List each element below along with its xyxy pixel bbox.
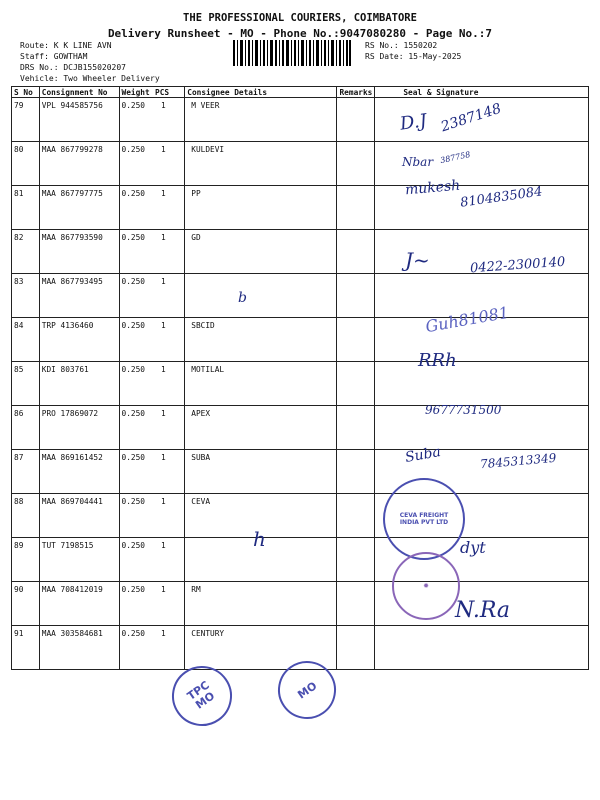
consignment-cell: MAA 867799278 (39, 142, 119, 186)
table-row (12, 494, 589, 538)
ceva-stamp-text: CEVA FREIGHT INDIA PVT LTD (399, 512, 449, 526)
signature-80: Nbar (402, 155, 434, 169)
table-header-row (12, 87, 589, 98)
pcs-cell: 1 (153, 142, 185, 186)
handwritten-84: Guh81081 (423, 302, 511, 337)
consignment-cell: MAA 867793590 (39, 230, 119, 274)
pcs-cell: 1 (153, 494, 185, 538)
weight-cell: 0.250 (119, 582, 153, 626)
remarks-cell (337, 98, 375, 142)
ceva-stamp (383, 478, 465, 560)
pcs-cell: 1 (153, 98, 185, 142)
sno-cell: 85 (12, 362, 40, 406)
sno-cell: 89 (12, 538, 40, 582)
consignment-cell: MAA 867793495 (39, 274, 119, 318)
sno-cell: 86 (12, 406, 40, 450)
remarks-cell (337, 274, 375, 318)
pcs-cell: 1 (153, 450, 185, 494)
handwritten-87-name: Suba (403, 444, 443, 466)
runsheet-table (11, 86, 589, 670)
consignment-cell: VPL 944585756 (39, 98, 119, 142)
weight-cell: 0.250 (119, 494, 153, 538)
sno-cell: 80 (12, 142, 40, 186)
weight-cell: 0.250 (119, 230, 153, 274)
staff-label: Staff: GOWTHAM (20, 52, 88, 61)
round-seal-icon: ✹ (423, 582, 429, 590)
consignment-cell: PRO 17869072 (39, 406, 119, 450)
signature-cell (375, 362, 589, 406)
pcs-cell: 1 (153, 626, 185, 670)
barcode-icon (233, 40, 351, 66)
sno-cell: 82 (12, 230, 40, 274)
sno-cell: 84 (12, 318, 40, 362)
consignment-cell: MAA 303584681 (39, 626, 119, 670)
mark-89: h (253, 527, 266, 551)
col-pcs: PCS (153, 87, 185, 98)
sno-cell: 83 (12, 274, 40, 318)
signature-89: dyt (460, 538, 486, 557)
table-row (12, 406, 589, 450)
col-sno: S No (12, 87, 40, 98)
consignee-cell: CEVA (185, 494, 337, 538)
col-remarks: Remarks (337, 87, 375, 98)
pcs-cell: 1 (153, 362, 185, 406)
pcs-cell: 1 (153, 230, 185, 274)
consignment-cell: MAA 869704441 (39, 494, 119, 538)
consignee-cell: KULDEVI (185, 142, 337, 186)
pcs-cell: 1 (153, 186, 185, 230)
handwritten-80: 387758 (439, 149, 472, 166)
pcs-cell: 1 (153, 538, 185, 582)
col-signature: Seal & Signature (375, 87, 589, 98)
round-seal (392, 552, 460, 620)
weight-cell: 0.250 (119, 538, 153, 582)
pcs-cell: 1 (153, 318, 185, 362)
handwritten-83: 0422-2300140 (469, 254, 566, 277)
weight-cell: 0.250 (119, 626, 153, 670)
handwritten-81-name: mukesh (404, 177, 461, 199)
consignee-cell: SUBA (185, 450, 337, 494)
route-label: Route: K K LINE AVN (20, 41, 112, 50)
rs-number: RS No.: 1550202 (365, 41, 438, 50)
handwritten-81-phone: 8104835084 (459, 184, 544, 211)
weight-cell: 0.250 (119, 406, 153, 450)
remarks-cell (337, 318, 375, 362)
weight-cell: 0.250 (119, 274, 153, 318)
signature-85: RRh (418, 350, 457, 371)
remarks-cell (337, 142, 375, 186)
signature-79: D.J (398, 110, 429, 135)
tpc-mo-stamp-text: TPC MO (184, 678, 218, 712)
consignment-cell: KDI 803761 (39, 362, 119, 406)
table-row (12, 142, 589, 186)
consignment-cell: TRP 4136460 (39, 318, 119, 362)
runsheet-subtitle: Delivery Runsheet - MO - Phone No.:9047080280 - Page No.:7 (107, 27, 493, 40)
vehicle-label: Vehicle: Two Wheeler Delivery (20, 74, 160, 83)
remarks-cell (337, 230, 375, 274)
consignee-cell: PP (185, 186, 337, 230)
weight-cell: 0.250 (119, 362, 153, 406)
col-weight: Weight (119, 87, 153, 98)
pcs-cell: 1 (153, 274, 185, 318)
consignment-cell: MAA 708412019 (39, 582, 119, 626)
weight-cell: 0.250 (119, 142, 153, 186)
table-row (12, 538, 589, 582)
mo-stamp-text: MO (294, 678, 320, 702)
consignee-cell: SBCID (185, 318, 337, 362)
sno-cell: 87 (12, 450, 40, 494)
pcs-cell: 1 (153, 582, 185, 626)
handwritten-86: 9677731500 (425, 403, 502, 417)
handwritten-87-phone: 7845313349 (479, 450, 557, 472)
consignment-cell: MAA 867797775 (39, 186, 119, 230)
consignee-cell: APEX (185, 406, 337, 450)
consignee-cell: RM (185, 582, 337, 626)
consignee-cell: M VEER (185, 98, 337, 142)
company-title: THE PROFESSIONAL COURIERS, COIMBATORE (183, 12, 417, 24)
weight-cell: 0.250 (119, 186, 153, 230)
remarks-cell (337, 406, 375, 450)
table-row (12, 318, 589, 362)
consignee-cell: CENTURY (185, 626, 337, 670)
weight-cell: 0.250 (119, 318, 153, 362)
remarks-cell (337, 538, 375, 582)
handwritten-79: 2387148 (439, 100, 504, 136)
sno-cell: 81 (12, 186, 40, 230)
consignee-cell: GD (185, 230, 337, 274)
remarks-cell (337, 494, 375, 538)
remarks-cell (337, 626, 375, 670)
mark-84: b (238, 290, 247, 306)
table-row (12, 362, 589, 406)
rs-date: RS Date: 15-May-2025 (365, 52, 462, 61)
consignment-cell: MAA 869161452 (39, 450, 119, 494)
signature-83: J~ (405, 248, 430, 272)
weight-cell: 0.250 (119, 450, 153, 494)
pcs-cell: 1 (153, 406, 185, 450)
col-consignee: Consignee Details (185, 87, 337, 98)
table-row (12, 98, 589, 142)
sno-cell: 90 (12, 582, 40, 626)
consignment-cell: TUT 7198515 (39, 538, 119, 582)
consignee-cell: MOTILAL (185, 362, 337, 406)
signature-cell (375, 626, 589, 670)
remarks-cell (337, 582, 375, 626)
weight-cell: 0.250 (119, 98, 153, 142)
signature-91: N.Ra (455, 598, 511, 623)
col-consignment: Consignment No (39, 87, 119, 98)
remarks-cell (337, 186, 375, 230)
sno-cell: 79 (12, 98, 40, 142)
sno-cell: 88 (12, 494, 40, 538)
drs-label: DRS No.: DCJB155020207 (20, 63, 126, 72)
remarks-cell (337, 450, 375, 494)
remarks-cell (337, 362, 375, 406)
consignee-cell (185, 274, 337, 318)
sno-cell: 91 (12, 626, 40, 670)
